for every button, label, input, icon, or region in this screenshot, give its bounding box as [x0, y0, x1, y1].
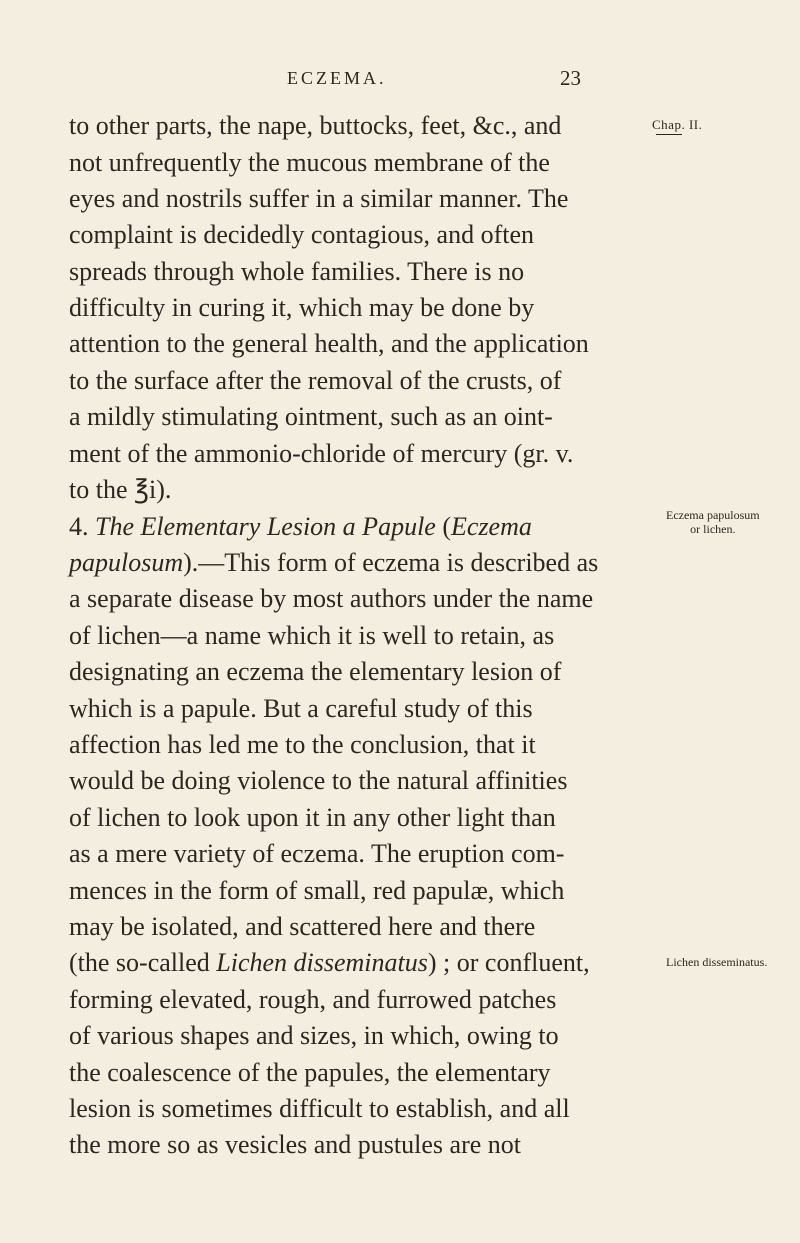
text-line: [69, 946, 590, 980]
text-line: the coalescence of the papules, the elementary: [69, 1058, 551, 1087]
text-line: ment of the ammonio-chloride of mercury (gr. v.: [69, 439, 574, 468]
text-line: to the ℥i).: [69, 475, 172, 504]
text-line: of lichen to look upon it in any other light than: [69, 803, 556, 832]
text-line: not unfrequently the mucous membrane of the: [69, 148, 550, 177]
text-line: to other parts, the nape, buttocks, feet, &c., and: [69, 111, 562, 140]
disease-name: Eczema: [451, 512, 532, 541]
chapter-rule: [656, 134, 682, 135]
paren-open: (: [442, 512, 452, 541]
chapter-marker: Chap. II.: [652, 117, 703, 132]
disease-name-cont: papulosum: [69, 548, 184, 577]
text-line: which is a papule. But a careful study of this: [69, 694, 533, 723]
margin-note-line: Eczema papulosum: [666, 508, 760, 522]
text-line: forming elevated, rough, and furrowed patches: [69, 985, 557, 1014]
text-span: ) ; or confluent,: [427, 948, 590, 977]
text-line: mences in the form of small, red papulæ, which: [69, 876, 565, 905]
text-line: spreads through whole families. There is no: [69, 257, 525, 286]
text-line: [69, 546, 598, 580]
text-span: ).—This form of eczema is described as: [183, 548, 599, 577]
text-line: may be isolated, and scattered here and there: [69, 912, 536, 941]
running-title: ECZEMA.: [287, 68, 387, 88]
text-line: a separate disease by most authors under the name: [69, 584, 594, 613]
text-span: (the so-called: [69, 948, 217, 977]
text-line: as a mere variety of eczema. The eruption com-: [69, 839, 565, 868]
text-line: affection has led me to the conclusion, that it: [69, 730, 536, 759]
text-line: lesion is sometimes difficult to establish, and all: [69, 1094, 570, 1123]
margin-note-line: or lichen.: [690, 522, 736, 536]
margin-note-papulosum: [666, 508, 760, 536]
text-line: to the surface after the removal of the crusts, of: [69, 366, 562, 395]
text-line: designating an eczema the elementary lesion of: [69, 657, 562, 686]
margin-note-disseminatus: Lichen disseminatus.: [666, 955, 768, 969]
page-number: 23: [560, 66, 581, 90]
disease-name: Lichen disseminatus: [216, 948, 428, 977]
section-number: 4.: [69, 512, 89, 541]
text-line: complaint is decidedly contagious, and often: [69, 220, 534, 249]
text-line: attention to the general health, and the application: [69, 329, 589, 358]
section-title: The Elementary Lesion a Papule: [95, 512, 436, 541]
section-heading-line: [69, 510, 532, 544]
text-line: of lichen—a name which it is well to retain, as: [69, 621, 555, 650]
text-line: a mildly stimulating ointment, such as an oint-: [69, 402, 553, 431]
text-line: of various shapes and sizes, in which, owing to: [69, 1021, 559, 1050]
text-line: the more so as vesicles and pustules are not: [69, 1130, 521, 1159]
text-line: eyes and nostrils suffer in a similar manner. The: [69, 184, 569, 213]
text-line: difficulty in curing it, which may be done by: [69, 293, 535, 322]
text-line: would be doing violence to the natural affinities: [69, 766, 568, 795]
